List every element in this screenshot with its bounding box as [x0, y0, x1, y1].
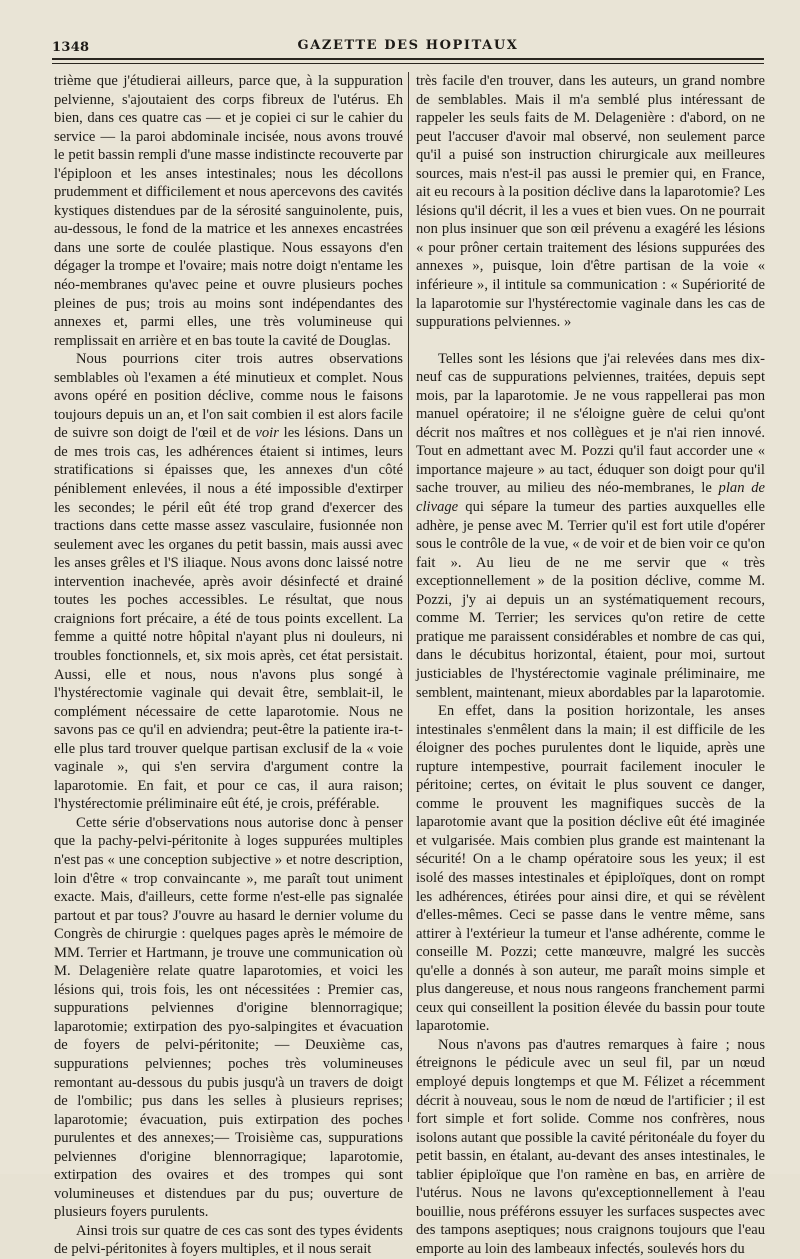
paragraph: très facile d'en trouver, dans les auteurs, un grand nombre de semblables. Mais il m'a semblé plus intéressant de rappeler les seuls faits de M. Delagenière : d'abord, on ne peut l'accuser d'avoir mal observé, non seulement parce qu'il a puisé son instruction chirurgicale aux meilleures sources, mais n'est-il pas aussi le premier qui, en France, ait eu recours à la position déclive dans la laparotomie? Les lésions qu'il décrit, il les a vues et bien vues. On ne pourrait non plus insinuer que son œil prévenu a exagéré les lésions « pour prôner certain traitement des lésions suppurées des annexes », puisque, loin d'être partisan de la voie « inférieure », il intitule sa communication : « Supériorité de la laparotomie sur l'hystérectomie vaginale dans les cas de suppurations pelviennes. » [416, 73, 765, 331]
italic-phrase: plan de clivage [416, 480, 765, 516]
paragraph: trième que j'étudierai ailleurs, parce que, à la suppuration pelvienne, s'ajoutaient des corps fibreux de l'utérus. Eh bien, dans ces quatre cas — et je copiei ci sur le cahier du service — la paroi abdominale incisée, nous avons trouvé le petit bassin rempli d'une masse indistincte recouverte par l'épiploon et les anses intestinales; nous les décollons prudemment et difficilement et nous apercevons des cavités kystiques distendues par de la sérosité sanguinolente, puis, au-dessous, le fond de la matrice et les annexes encastrées dans une sorte de coulée plastique. Nous essayons d'en dégager la trompe et l'ovaire; mais notre doigt n'entame les néo-membranes qu'avec peine et ouvre plusieurs poches pleines de pus; trois au moins sont indépendantes des annexes et, parmi elles, une très volumineuse qui remplissait en arrière et en bas toute la cavité de Douglas. [54, 73, 403, 349]
paragraph: Cette série d'observations nous autorise donc à penser que la pachy-pelvi-péritonite à loges suppurées multiples n'est pas « une conception subjective » et notre description, loin d'être « trop convaincante », me paraît tout uniment exacte. Mais, d'ailleurs, cette forme n'est-elle pas signalée partout et par tous? J'ouvre au hasard le dernier volume du Congrès de chirurgie : quelques pages après le mémoire de MM. Terrier et Hartmann, je trouve une communication où M. Delagenière relate quatre laparotomies, et voici les lésions qui, trois fois, les ont nécessitées : Premier cas, suppurations pelviennes d'origine blennorragique; laparotomie; extirpation des pyo-salpingites et évacuation de foyers de pelvi-péritonite; — Deuxième cas, suppurations pelviennes; poches très volumineuses remontant au-dessous du pubis jusqu'à un travers de doigt de l'ombilic; pus dans les selles à plusieurs reprises; laparotomie; évacuation, puis extirpation des poches purulentes et des annexes;— Troisième cas, suppurations pelviennes d'origine blennorragique; laparotomie, extirpation des ovaires et des trompes qui sont volumineuses et distendues par du pus; ouverture de plusieurs foyers purulents. [54, 814, 403, 1221]
header-rule-thick [52, 58, 764, 60]
header-rule-thin [52, 63, 764, 64]
page-header [52, 30, 764, 58]
paragraph-text: Telles sont les lésions que j'ai relevées dans mes dix-neuf cas de suppurations pelviennes, traitées, depuis sept mois, par la laparotomie. Je ne vous rappellerai pas mon manuel opératoire; il ne s'éloigne guère de celui qu'ont décrit nos maîtres et nos collègues et je n'ai rien innové. Tout en admettant avec M. Pozzi qu'il faut accorder une « importance majeure » au tact, éduquer son doigt pour qu'il sache trouver, au milieu des néo-membranes, le [416, 350, 765, 497]
right-column [416, 72, 765, 1258]
paragraph [416, 350, 765, 702]
column-divider [408, 72, 409, 1122]
paragraph-text: Nous pourrions citer trois autres observations semblables où l'examen a été minutieux et complet. Nous avons opéré en position déclive, comme nous le faisons toujours depuis un an, et l'on sait combien il est alors facile de suivre son doigt de l'œil et de [54, 351, 403, 442]
page-number: 1348 [52, 40, 90, 55]
paragraph [54, 350, 403, 814]
paragraph-text: qui sépare la tumeur des parties auxquelles elle adhère, je pense avec M. Terrier qu'il est fort utile d'opérer sous le contrôle de la vue, « de voir et de bien voir ce qu'on fait ». Au lieu de ne me servir que « très exceptionnellement » de la position déclive, comme M. Pozzi, j'y ai depuis un an systématiquement recours, comme M. Terrier; les services qu'on retire de cette pratique me paraissent considérables et nombre de cas qui, dans le décubitus horizontal, étaient, pour moi, surtout justiciables de l'hystérectomie vaginale préliminaire, me semblent, maintenant, mieux abordables par la laparotomie. [416, 499, 765, 701]
paragraph: Ainsi trois sur quatre de ces cas sont des types évidents de pelvi-péritonites à foyers multiples, et il nous serait [54, 1222, 403, 1258]
paragraph: Nous n'avons pas d'autres remarques à faire ; nous étreignons le pédicule avec un seul fil, par un nœud employé depuis longtemps et que M. Félizet a récemment décrit à nouveau, sous le nom de nœud de l'artificier ; il est fort simple et fort solide. Comme nos confrères, nous isolons autant que possible la cavité péritonéale du foyer du petit bassin, en étalant, au-devant des anses intestinales, le tablier épiploïque que l'on ramène en bas, en arrière de l'utérus. Nous ne lavons qu'exceptionnellement à l'eau bouillie, nous préférons essuyer les surfaces suspectes avec des tampons aseptiques; nous craignons toujours que l'eau emporte au loin des lambeaux infectés, soulevés hors du [416, 1036, 765, 1257]
paragraph: En effet, dans la position horizontale, les anses intestinales s'enmêlent dans la main; il est difficile de les éloigner des poches purulentes dont le liquide, après une rupture intempestive, pourrait facilement inoculer le péritoine; certes, on évitait le plus souvent ce danger, comme le prouvent les magnifiques succès de la laparotomie avant que la position déclive eût été imaginée et vulgarisée. Mais combien plus grande est maintenant la sécurité! On a le champ opératoire sous les yeux; il est isolé des masses intestinales et épiploïques, dont on rompt les adhérences, étirées pour ainsi dire, et qui se révèlent d'elles-mêmes. Ceci se passe dans le ventre même, sans attirer à l'extérieur la tumeur et l'anse adhérente, comme le conseille M. Pozzi; cette manœuvre, malgré les succès qu'elle a donnés à son auteur, me paraît moins simple et plus dangereuse, et nous nous rangeons franchement parmi ceux qui conseillent la position élevée du bassin pour toute laparotomie. [416, 703, 765, 1035]
running-title: GAZETTE DES HOPITAUX [297, 38, 519, 53]
italic-word: voir [255, 425, 279, 442]
paragraph-text: les lésions. Dans un de mes trois cas, les adhérences étaient si intimes, leurs stratifications si épaisses que, les annexes d'un côté péniblement enlevées, il nous a été impossible d'extirper les secondes; le péril eût été trop grand d'exercer des tractions dans cette masse assez vasculaire, fusionnée non seulement avec les organes du petit bassin, mais aussi avec les anses grêles et l'S iliaque. Nous avons donc laissé notre intervention inachevée, après avoir désinfecté et drainé toutes les poches accessibles. Le résultat, que nous craignions fort précaire, a été de tous points excellent. La femme a quitté notre hôpital n'ayant plus ni douleurs, ni troubles fonctionnels, et, six mois après, cet état persistait. Aussi, elle et nous, nous n'avons plus songé à l'hystérectomie vaginale qui devait être, semblait-il, le complément nécessaire de cette laparotomie. Nous ne savons pas ce qu'il en adviendra; peut-être la patiente ira-t-elle plus tard trouver quelque partisan exclusif de la « voie vaginale », qui s'en servira d'argument contre la laparotomie. En fait, et pour ce cas, il aura raison; l'hystérectomie préliminaire eût été, je crois, préférable. [54, 425, 403, 813]
left-column [54, 72, 403, 1259]
